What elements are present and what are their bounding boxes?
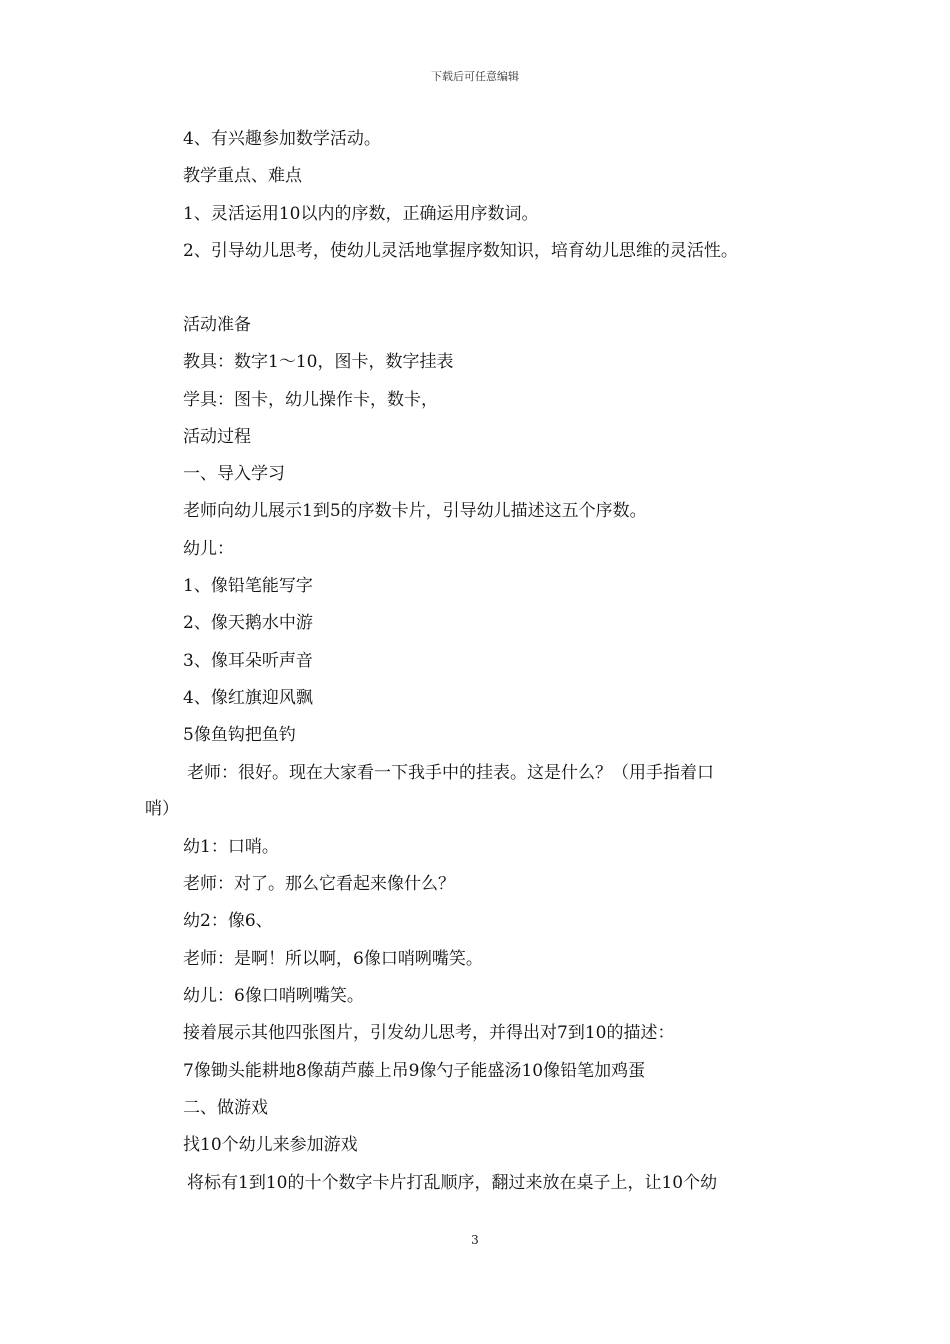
text-line-17: 老师：很好。现在大家看一下我手中的挂表。这是什么？（用手指着口 bbox=[187, 763, 714, 783]
text-line-28: 将标有1到10的十个数字卡片打乱顺序，翻过来放在桌子上，让10个幼 bbox=[187, 1173, 718, 1193]
text-line-5: 活动准备 bbox=[183, 315, 251, 335]
text-line-20: 老师：对了。那么它看起来像什么？ bbox=[183, 874, 455, 894]
text-line-19: 幼1：口哨。 bbox=[183, 837, 279, 857]
text-line-11: 幼儿： bbox=[183, 539, 234, 559]
text-line-22: 老师：是啊！所以啊，6像口哨咧嘴笑。 bbox=[183, 949, 483, 969]
text-line-27: 找10个幼儿来参加游戏 bbox=[183, 1135, 358, 1155]
text-line-1: 4、有兴趣参加数学活动。 bbox=[183, 129, 381, 149]
text-line-10: 老师向幼儿展示1到5的序数卡片，引导幼儿描述这五个序数。 bbox=[183, 501, 647, 521]
text-line-12: 1、像铅笔能写字 bbox=[183, 576, 313, 596]
text-line-13: 2、像天鹅水中游 bbox=[183, 613, 313, 633]
text-line-3: 1、灵活运用10以内的序数，正确运用序数词。 bbox=[183, 204, 539, 224]
text-line-15: 4、像红旗迎风飘 bbox=[183, 688, 313, 708]
text-line-16: 5像鱼钩把鱼钓 bbox=[183, 725, 296, 745]
text-line-6: 教具：数字1～10，图卡，数字挂表 bbox=[183, 352, 454, 372]
text-line-4: 2、引导幼儿思考，使幼儿灵活地掌握序数知识，培育幼儿思维的灵活性。 bbox=[183, 241, 738, 261]
text-line-18: 哨） bbox=[145, 799, 179, 819]
page-header: 下载后可任意编辑 bbox=[431, 70, 519, 83]
text-line-26: 二、做游戏 bbox=[183, 1098, 268, 1118]
text-line-7: 学具：图卡，幼儿操作卡，数卡， bbox=[183, 390, 438, 410]
text-line-8: 活动过程 bbox=[183, 427, 251, 447]
text-line-2: 教学重点、难点 bbox=[183, 166, 302, 186]
text-line-24: 接着展示其他四张图片，引发幼儿思考，并得出对7到10的描述： bbox=[183, 1023, 675, 1043]
text-line-23: 幼儿：6像口哨咧嘴笑。 bbox=[183, 986, 364, 1006]
text-line-25: 7像锄头能耕地8像葫芦藤上吊9像勺子能盛汤10像铅笔加鸡蛋 bbox=[183, 1061, 646, 1081]
text-line-9: 一、导入学习 bbox=[183, 464, 285, 484]
text-line-21: 幼2：像6、 bbox=[183, 911, 273, 931]
page-number: 3 bbox=[471, 1233, 479, 1247]
text-line-14: 3、像耳朵听声音 bbox=[183, 651, 313, 671]
